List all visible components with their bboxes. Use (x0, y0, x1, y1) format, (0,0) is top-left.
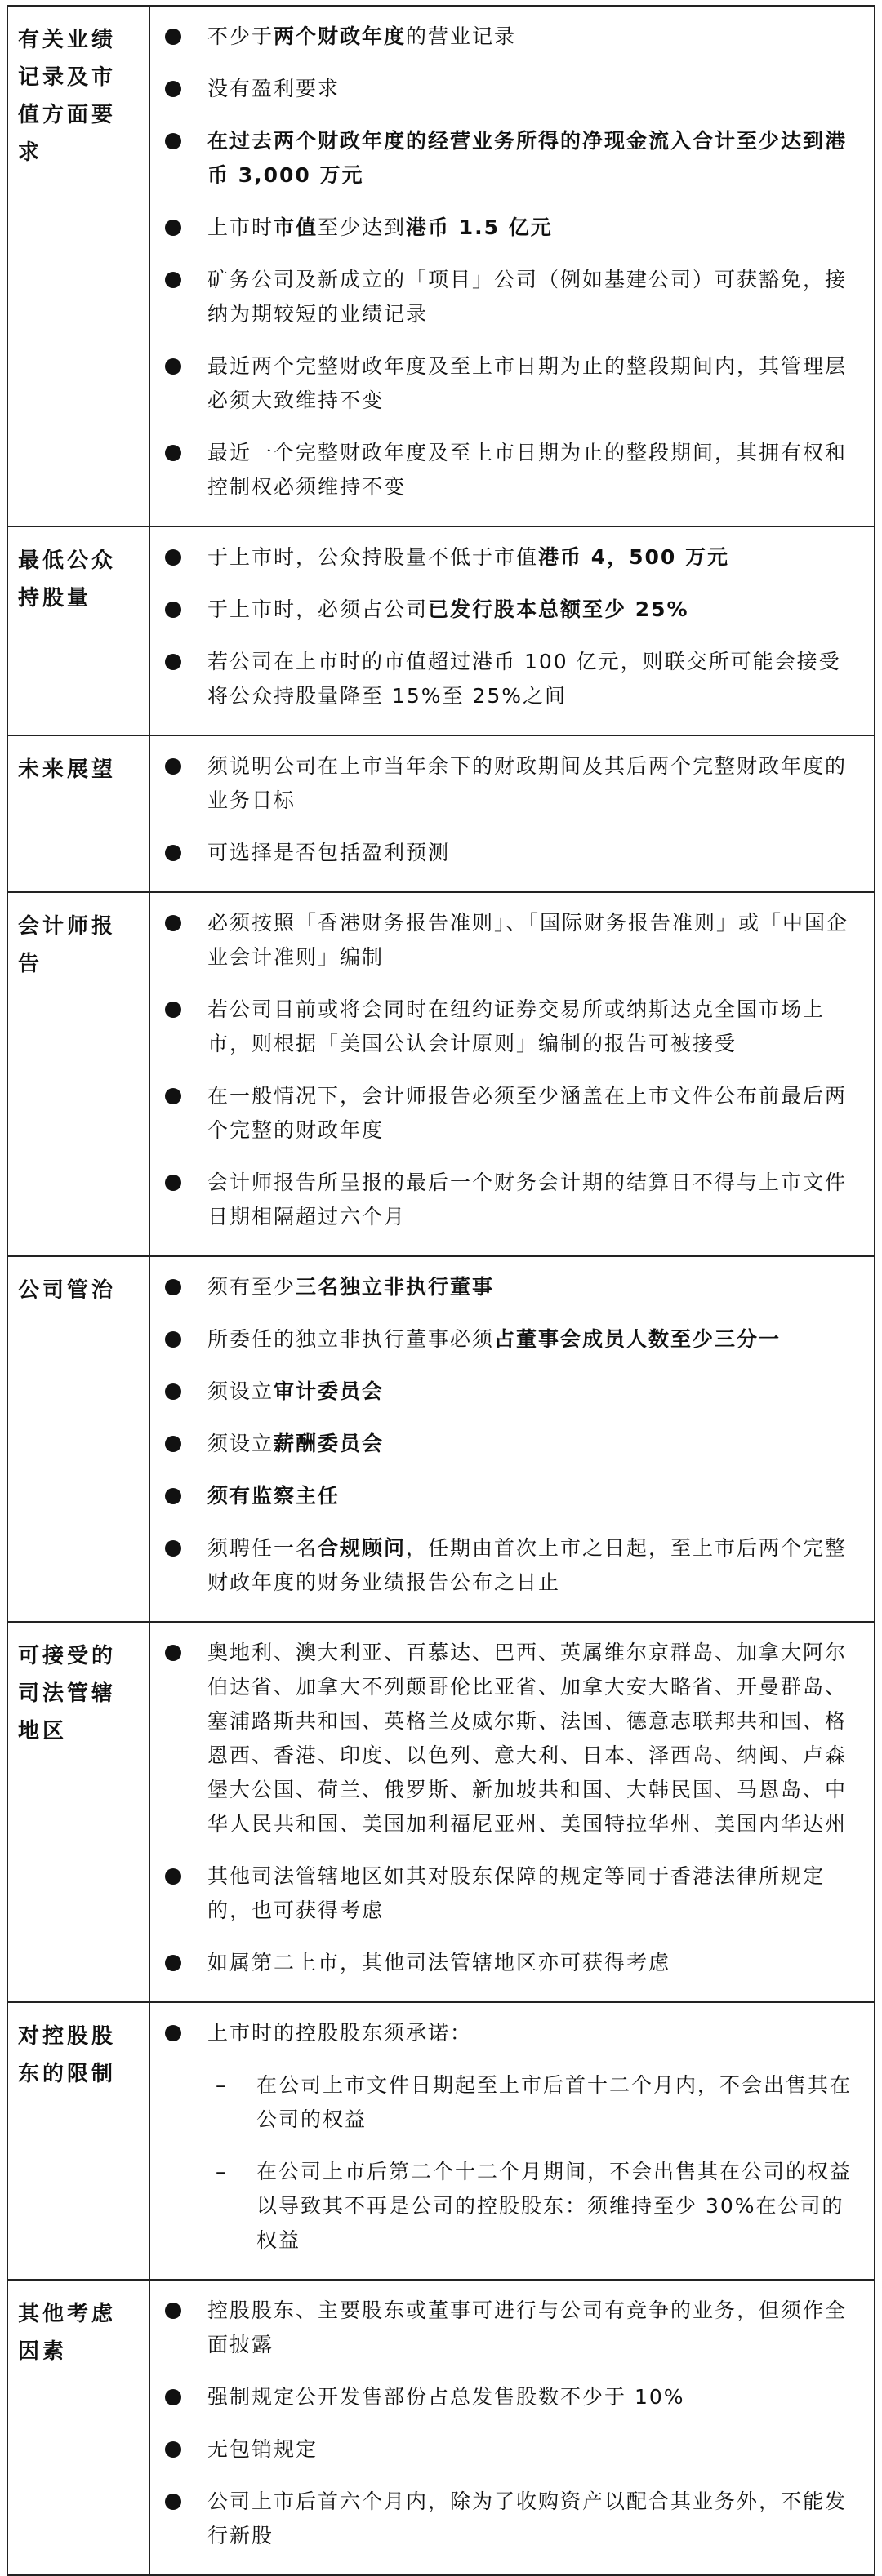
list-item (150, 540, 862, 575)
category-cell (7, 735, 149, 892)
bullet-icon (165, 81, 181, 97)
category-label: 有关业绩 记录及市 值方面要 求 (18, 28, 117, 165)
item-text: 如属第二上市，其他司法管辖地区亦可获得考虑 (207, 1951, 671, 1974)
emphasized-text: 港币 1.5 亿元 (406, 215, 553, 239)
list-item (150, 749, 862, 818)
emphasized-text: 港币 4，500 万元 (538, 545, 730, 569)
item-text: 其他司法管辖地区如其对股东保障的规定等同于香港法律所规定的，也可获得考虑 (207, 1864, 826, 1922)
listing-requirements-document (7, 5, 875, 2576)
list-item (150, 263, 862, 331)
item-text: 必须按照「香港财务报告准则」、「国际财务报告准则」或「中国企业会计准则」编制 (207, 911, 849, 969)
list-item (150, 349, 862, 418)
bullet-icon (165, 602, 181, 618)
item-text: 的营业记录 (406, 24, 517, 48)
requirement-details-cell (149, 892, 875, 1256)
bullet-icon (165, 2025, 181, 2041)
category-label: 会计师报 告 (18, 914, 117, 976)
dash-marker: – (216, 2160, 228, 2183)
requirement-details-cell (149, 735, 875, 892)
sub-list-item (150, 2155, 862, 2258)
bullet-icon (165, 133, 181, 149)
requirement-row (7, 1622, 875, 2002)
requirement-details-cell (149, 1622, 875, 2002)
bullet-icon (165, 2389, 181, 2405)
category-cell (7, 526, 149, 735)
bullet-icon (165, 272, 181, 288)
item-text: 可选择是否包括盈利预测 (207, 841, 451, 864)
emphasized-text: 薪酬委员会 (274, 1432, 385, 1455)
item-text: 无包销规定 (207, 2437, 318, 2461)
bullet-icon (165, 549, 181, 566)
list-item (150, 1427, 862, 1461)
bullet-icon (165, 220, 181, 236)
category-cell (7, 1622, 149, 2002)
emphasized-text: 两个财政年度 (274, 24, 407, 48)
item-text: ，任期由首次上市之日起，至上市后两个完整财政年度的财务业绩报告公布之日止 (207, 1536, 848, 1594)
bullet-icon (165, 2441, 181, 2458)
item-text: 奥地利、澳大利亚、百慕达、巴西、英属维尔京群岛、加拿大阿尔伯达省、加拿大不列颠哥伦比亚省、加拿大安大略省、开曼群岛、塞浦路斯共和国、英格兰及威尔斯、法国、德意志联邦共和国、格恩西、香港、印度、以色列、意大利、日本、泽西岛、纳闽、卢森堡大公国、荷兰、俄罗斯、新加坡共和国、大韩民国、马恩岛、中华人民共和国、美国加利福尼亚州、美国特拉华州、美国内华达州 (207, 1641, 848, 1836)
requirements-table-body (7, 6, 875, 2575)
category-label: 未来展望 (18, 757, 117, 782)
list-item (150, 211, 862, 245)
list-item (150, 1322, 862, 1357)
list-item (150, 1375, 862, 1409)
bullet-icon (165, 2494, 181, 2510)
bullet-icon (165, 1436, 181, 1452)
list-item (150, 1859, 862, 1928)
requirements-table (7, 5, 875, 2576)
bullet-icon (165, 1383, 181, 1400)
list-item (150, 836, 862, 870)
list-item (150, 1636, 862, 1841)
category-cell (7, 2002, 149, 2280)
bullet-icon (165, 358, 181, 375)
category-label: 对控股股 东的限制 (18, 2024, 117, 2086)
list-item (150, 72, 862, 106)
category-label: 最低公众 持股量 (18, 549, 117, 611)
item-text: 若公司在上市时的市值超过港币 100 亿元，则联交所可能会接受将公众持股量降至 15%至 25%之间 (207, 650, 841, 708)
list-item (150, 993, 862, 1061)
emphasized-text: 占董事会成员人数至少三分一 (494, 1327, 782, 1351)
bullet-icon (165, 915, 181, 931)
item-text: 上市时的控股股东须承诺： (207, 2021, 473, 2045)
list-item (150, 1479, 862, 1513)
category-cell (7, 2280, 149, 2575)
requirement-row (7, 6, 875, 526)
category-label: 公司管治 (18, 1278, 117, 1303)
item-text: 须聘任一名 (207, 1536, 318, 1560)
item-text: 控股股东、主要股东或董事可进行与公司有竞争的业务，但须作全面披露 (207, 2298, 848, 2356)
list-item (150, 1270, 862, 1304)
list-item (150, 906, 862, 975)
list-item (150, 1531, 862, 1600)
list-item (150, 593, 862, 627)
item-text: 强制规定公开发售部份占总发售股数不少于 10% (207, 2385, 685, 2409)
bullet-icon (165, 1175, 181, 1191)
requirement-row (7, 1256, 875, 1622)
bullet-icon (165, 29, 181, 45)
item-text: 须设立 (207, 1379, 274, 1403)
bullet-icon (165, 845, 181, 861)
list-item (150, 2485, 862, 2553)
bullet-icon (165, 1868, 181, 1885)
list-item (150, 1946, 862, 1980)
item-text: 须设立 (207, 1432, 274, 1455)
item-text: 于上市时，必须占公司 (207, 597, 429, 621)
item-text: 会计师报告所呈报的最后一个财务会计期的结算日不得与上市文件日期相隔超过六个月 (207, 1170, 848, 1228)
list-item (150, 2432, 862, 2467)
category-cell (7, 892, 149, 1256)
item-text: 没有盈利要求 (207, 77, 341, 100)
list-item (150, 2016, 862, 2050)
bullet-icon (165, 1645, 181, 1661)
requirement-details-cell (149, 6, 875, 526)
category-label: 其他考虑 因素 (18, 2302, 117, 2364)
item-text: 在公司上市文件日期起至上市后首十二个月内，不会出售其在公司的权益 (256, 2073, 853, 2131)
bullet-icon (165, 1540, 181, 1557)
list-item (150, 2294, 862, 2362)
dash-marker: – (216, 2073, 228, 2097)
bullet-icon (165, 445, 181, 461)
requirement-details-cell (149, 2002, 875, 2280)
emphasized-text: 合规顾问 (318, 1536, 407, 1560)
bullet-icon (165, 1088, 181, 1104)
item-text: 不少于 (207, 24, 274, 48)
requirement-details-cell (149, 1256, 875, 1622)
item-text: 最近两个完整财政年度及至上市日期为止的整段期间内，其管理层必须大致维持不变 (207, 354, 848, 412)
bullet-icon (165, 1488, 181, 1504)
item-text: 矿务公司及新成立的「项目」公司（例如基建公司）可获豁免，接纳为期较短的业绩记录 (207, 268, 848, 326)
list-item (150, 2380, 862, 2414)
emphasized-text: 审计委员会 (274, 1379, 385, 1403)
item-text: 公司上市后首六个月内，除为了收购资产以配合其业务外，不能发行新股 (207, 2489, 848, 2547)
list-item (150, 1166, 862, 1234)
bullet-icon (165, 758, 181, 775)
bullet-icon (165, 1002, 181, 1018)
requirement-row (7, 526, 875, 735)
requirement-details-cell (149, 2280, 875, 2575)
emphasized-text: 三名独立非执行董事 (296, 1275, 495, 1299)
item-text: 至少达到 (318, 215, 407, 239)
item-text: 于上市时，公众持股量不低于市值 (207, 545, 539, 569)
requirement-row (7, 735, 875, 892)
item-text: 须说明公司在上市当年余下的财政期间及其后两个完整财政年度的业务目标 (207, 754, 848, 812)
requirement-row (7, 892, 875, 1256)
emphasized-text: 已发行股本总额至少 25% (428, 597, 689, 621)
emphasized-text: 市值 (274, 215, 318, 239)
item-text: 所委任的独立非执行董事必须 (207, 1327, 495, 1351)
list-item (150, 436, 862, 504)
list-item (150, 1079, 862, 1148)
category-cell (7, 1256, 149, 1622)
emphasized-text: 在过去两个财政年度的经营业务所得的净现金流入合计至少达到港币 3,000 万元 (207, 129, 848, 187)
list-item (150, 645, 862, 713)
item-text: 须有至少 (207, 1275, 296, 1299)
category-cell (7, 6, 149, 526)
requirement-row (7, 2280, 875, 2575)
item-text: 上市时 (207, 215, 274, 239)
item-text: 在一般情况下，会计师报告必须至少涵盖在上市文件公布前最后两个完整的财政年度 (207, 1084, 848, 1142)
list-item (150, 124, 862, 193)
bullet-icon (165, 1955, 181, 1971)
category-label: 可接受的 司法管辖 地区 (18, 1644, 117, 1743)
requirement-details-cell (149, 526, 875, 735)
bullet-icon (165, 1331, 181, 1348)
item-text: 在公司上市后第二个十二个月期间，不会出售其在公司的权益以导致其不再是公司的控股股东：须维持至少 30%在公司的权益 (256, 2160, 853, 2252)
bullet-icon (165, 1279, 181, 1295)
bullet-icon (165, 654, 181, 670)
item-text: 若公司目前或将会同时在纽约证券交易所或纳斯达克全国市场上市，则根据「美国公认会计原则」编制的报告可被接受 (207, 997, 826, 1055)
list-item (150, 20, 862, 54)
requirement-row (7, 2002, 875, 2280)
bullet-icon (165, 2303, 181, 2319)
sub-list-item (150, 2068, 862, 2137)
emphasized-text: 须有监察主任 (207, 1484, 341, 1508)
item-text: 最近一个完整财政年度及至上市日期为止的整段期间，其拥有权和控制权必须维持不变 (207, 441, 848, 499)
